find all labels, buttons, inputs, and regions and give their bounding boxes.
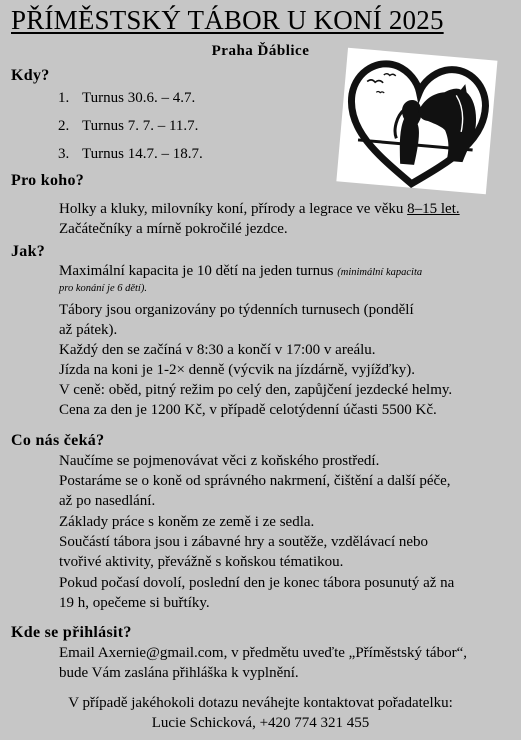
info-line: až po nasedlání.	[59, 493, 156, 509]
list-item: 1. Turnus 30.6. – 4.7.	[58, 90, 196, 106]
section-heading-co-nas-ceka: Co nás čeká?	[11, 432, 105, 449]
list-item: 2. Turnus 7. 7. – 11.7.	[58, 118, 199, 134]
contact-name-phone: Lucie Schicková, +420 774 321 455	[151, 715, 370, 731]
info-line: tvořivé aktivity, převážně s koňskou tématikou.	[59, 554, 344, 570]
info-line: Každý den se začíná v 8:30 a končí v 17:00 v areálu.	[59, 342, 376, 358]
contact-line: V případě jakéhokoli dotazu neváhejte kontaktovat pořadatelku:	[68, 695, 453, 711]
section-heading-kdy: Kdy?	[11, 67, 50, 84]
contact-block	[0, 693, 521, 733]
info-line: Základy práce s koněm ze země i ze sedla.	[59, 514, 315, 530]
info-line: až pátek).	[59, 322, 118, 338]
section-heading-pro-koho: Pro koho?	[11, 172, 85, 189]
list-item: 3. Turnus 14.7. – 18.7.	[58, 146, 203, 162]
location-subtitle: Praha Ďáblice	[211, 43, 310, 59]
audience-line: Začátečníky a mírně pokročilé jezdce.	[59, 221, 288, 237]
horse-heart-logo-icon	[330, 40, 505, 200]
turnus-list	[58, 88, 203, 172]
info-line: Jízda na koni je 1-2× denně (výcvik na jízdárně, vyjížďky).	[59, 362, 415, 378]
info-line: Pokud počasí dovolí, poslední den je konec tábora posunutý až na	[59, 575, 455, 591]
audience-line: Holky a kluky, milovníky koní, přírody a legrace ve věku 8–15 let.	[59, 201, 460, 217]
signup-line: Email Axernie@gmail.com, v předmětu uveďte „Příměstský tábor“,	[59, 645, 467, 661]
info-line: 19 h, opečeme si buřtíky.	[59, 595, 210, 611]
capacity-line: Maximální kapacita je 10 dětí na jeden turnus (minimální kapacita	[59, 263, 423, 279]
signup-line: bude Vám zaslána přihláška k vyplnění.	[59, 665, 299, 681]
section-heading-kde-se-prihlasit: Kde se přihlásit?	[11, 624, 132, 641]
info-line: V ceně: oběd, pitný režim po celý den, zapůjčení jezdecké helmy.	[59, 382, 453, 398]
price-line: Cena za den je 1200 Kč, v případě celotýdenní účasti 5500 Kč.	[59, 402, 437, 418]
info-line: Tábory jsou organizovány po týdenních turnusech (pondělí	[59, 302, 414, 318]
info-line: Naučíme se pojmenovávat věci z koňského prostředí.	[59, 453, 380, 469]
capacity-note: pro konání je 6 dětí).	[59, 283, 147, 294]
info-line: Součástí tábora jsou i zábavné hry a soutěže, vzdělávací nebo	[59, 534, 429, 550]
section-heading-jak: Jak?	[11, 243, 46, 260]
page-title: PŘÍMĚSTSKÝ TÁBOR U KONÍ 2025	[11, 5, 444, 35]
info-line: Postaráme se o koně od správného nakrmení, čištění a další péče,	[59, 473, 451, 489]
age-range: 8–15 let.	[407, 201, 460, 217]
